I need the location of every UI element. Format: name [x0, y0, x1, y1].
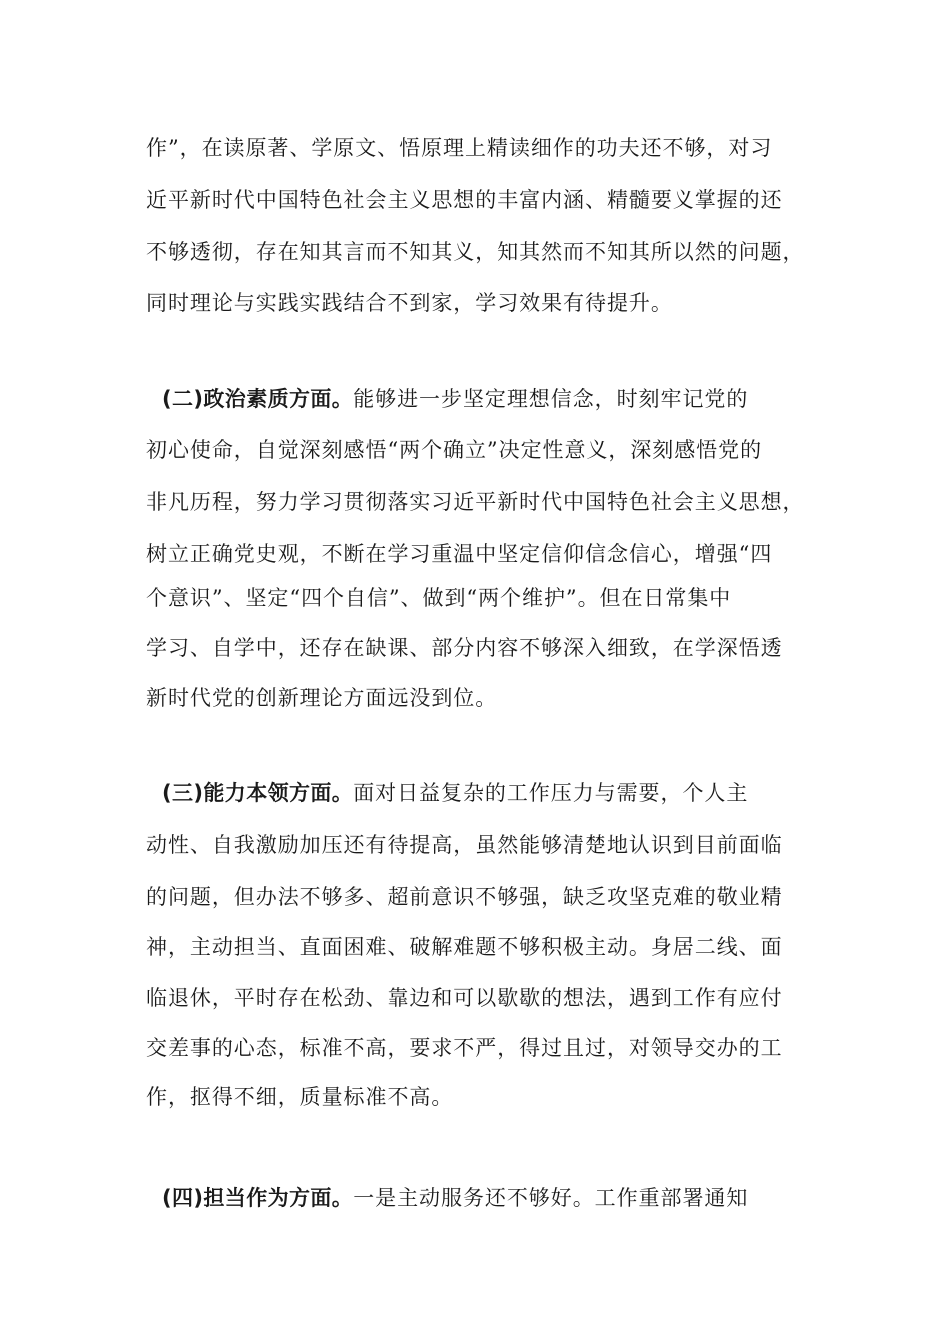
paragraph-1-line-4: 同时理论与实践实践结合不到家，学习效果有待提升。: [146, 291, 673, 315]
paragraph-2-line-4: 树立正确党史观，不断在学习重温中坚定信仰信念信心，增强“四: [146, 542, 773, 566]
paragraph-3-line-6: 交差事的心态，标准不高，要求不严，得过且过，对领导交办的工: [146, 1036, 783, 1060]
paragraph-3-line-4: 神，主动担当、直面困难、破解难题不够积极主动。身居二线、面: [146, 935, 783, 959]
paragraph-4-line-1: [162, 1181, 834, 1215]
paragraph-1-line-2: 近平新时代中国特色社会主义思想的丰富内涵、精髓要义掌握的还: [146, 188, 783, 212]
paragraph-3-heading: (三)能力本领方面。: [162, 781, 354, 805]
paragraph-2-line-3: 非凡历程，努力学习贯彻落实习近平新时代中国特色社会主义思想，: [146, 490, 805, 514]
paragraph-3-line-7: 作，抠得不细，质量标准不高。: [146, 1085, 454, 1109]
paragraph-4-heading: (四)担当作为方面。: [162, 1186, 354, 1210]
paragraph-3-line-3: 的问题，但办法不够多、超前意识不够强，缺乏攻坚克难的敬业精: [146, 885, 783, 909]
paragraph-1-line-3: 不够透彻，存在知其言而不知其义，知其然而不知其所以然的问题，: [146, 240, 805, 264]
paragraph-2-heading: (二)政治素质方面。: [162, 387, 354, 411]
paragraph-3-line-2: 动性、自我激励加压还有待提高，虽然能够清楚地认识到目前面临: [146, 833, 783, 857]
paragraph-3-line-5: 临退休，平时存在松劲、靠边和可以歇歇的想法，遇到工作有应付: [146, 986, 783, 1010]
paragraph-2-line-6: 学习、自学中，还存在缺课、部分内容不够深入细致，在学深悟透: [146, 636, 783, 660]
paragraph-2-first-line-text: 能够进一步坚定理想信念，时刻牢记党的: [353, 387, 749, 411]
paragraph-2-line-2: 初心使命，自觉深刻感悟“两个确立”决定性意义，深刻感悟党的: [146, 438, 763, 462]
paragraph-2-line-1: [162, 382, 834, 416]
paragraph-2-line-7: 新时代党的创新理论方面远没到位。: [146, 686, 498, 710]
paragraph-3-first-line-text: 面对日益复杂的工作压力与需要，个人主: [353, 781, 749, 805]
paragraph-4-first-line-text: 一是主动服务还不够好。工作重部署通知: [353, 1186, 749, 1210]
paragraph-3-line-1: [162, 776, 834, 810]
paragraph-1-line-1: 作”，在读原著、学原文、悟原理上精读细作的功夫还不够，对习: [146, 136, 773, 160]
paragraph-2-line-5: 个意识”、坚定“四个自信”、做到“两个维护”。但在日常集中: [146, 586, 732, 610]
